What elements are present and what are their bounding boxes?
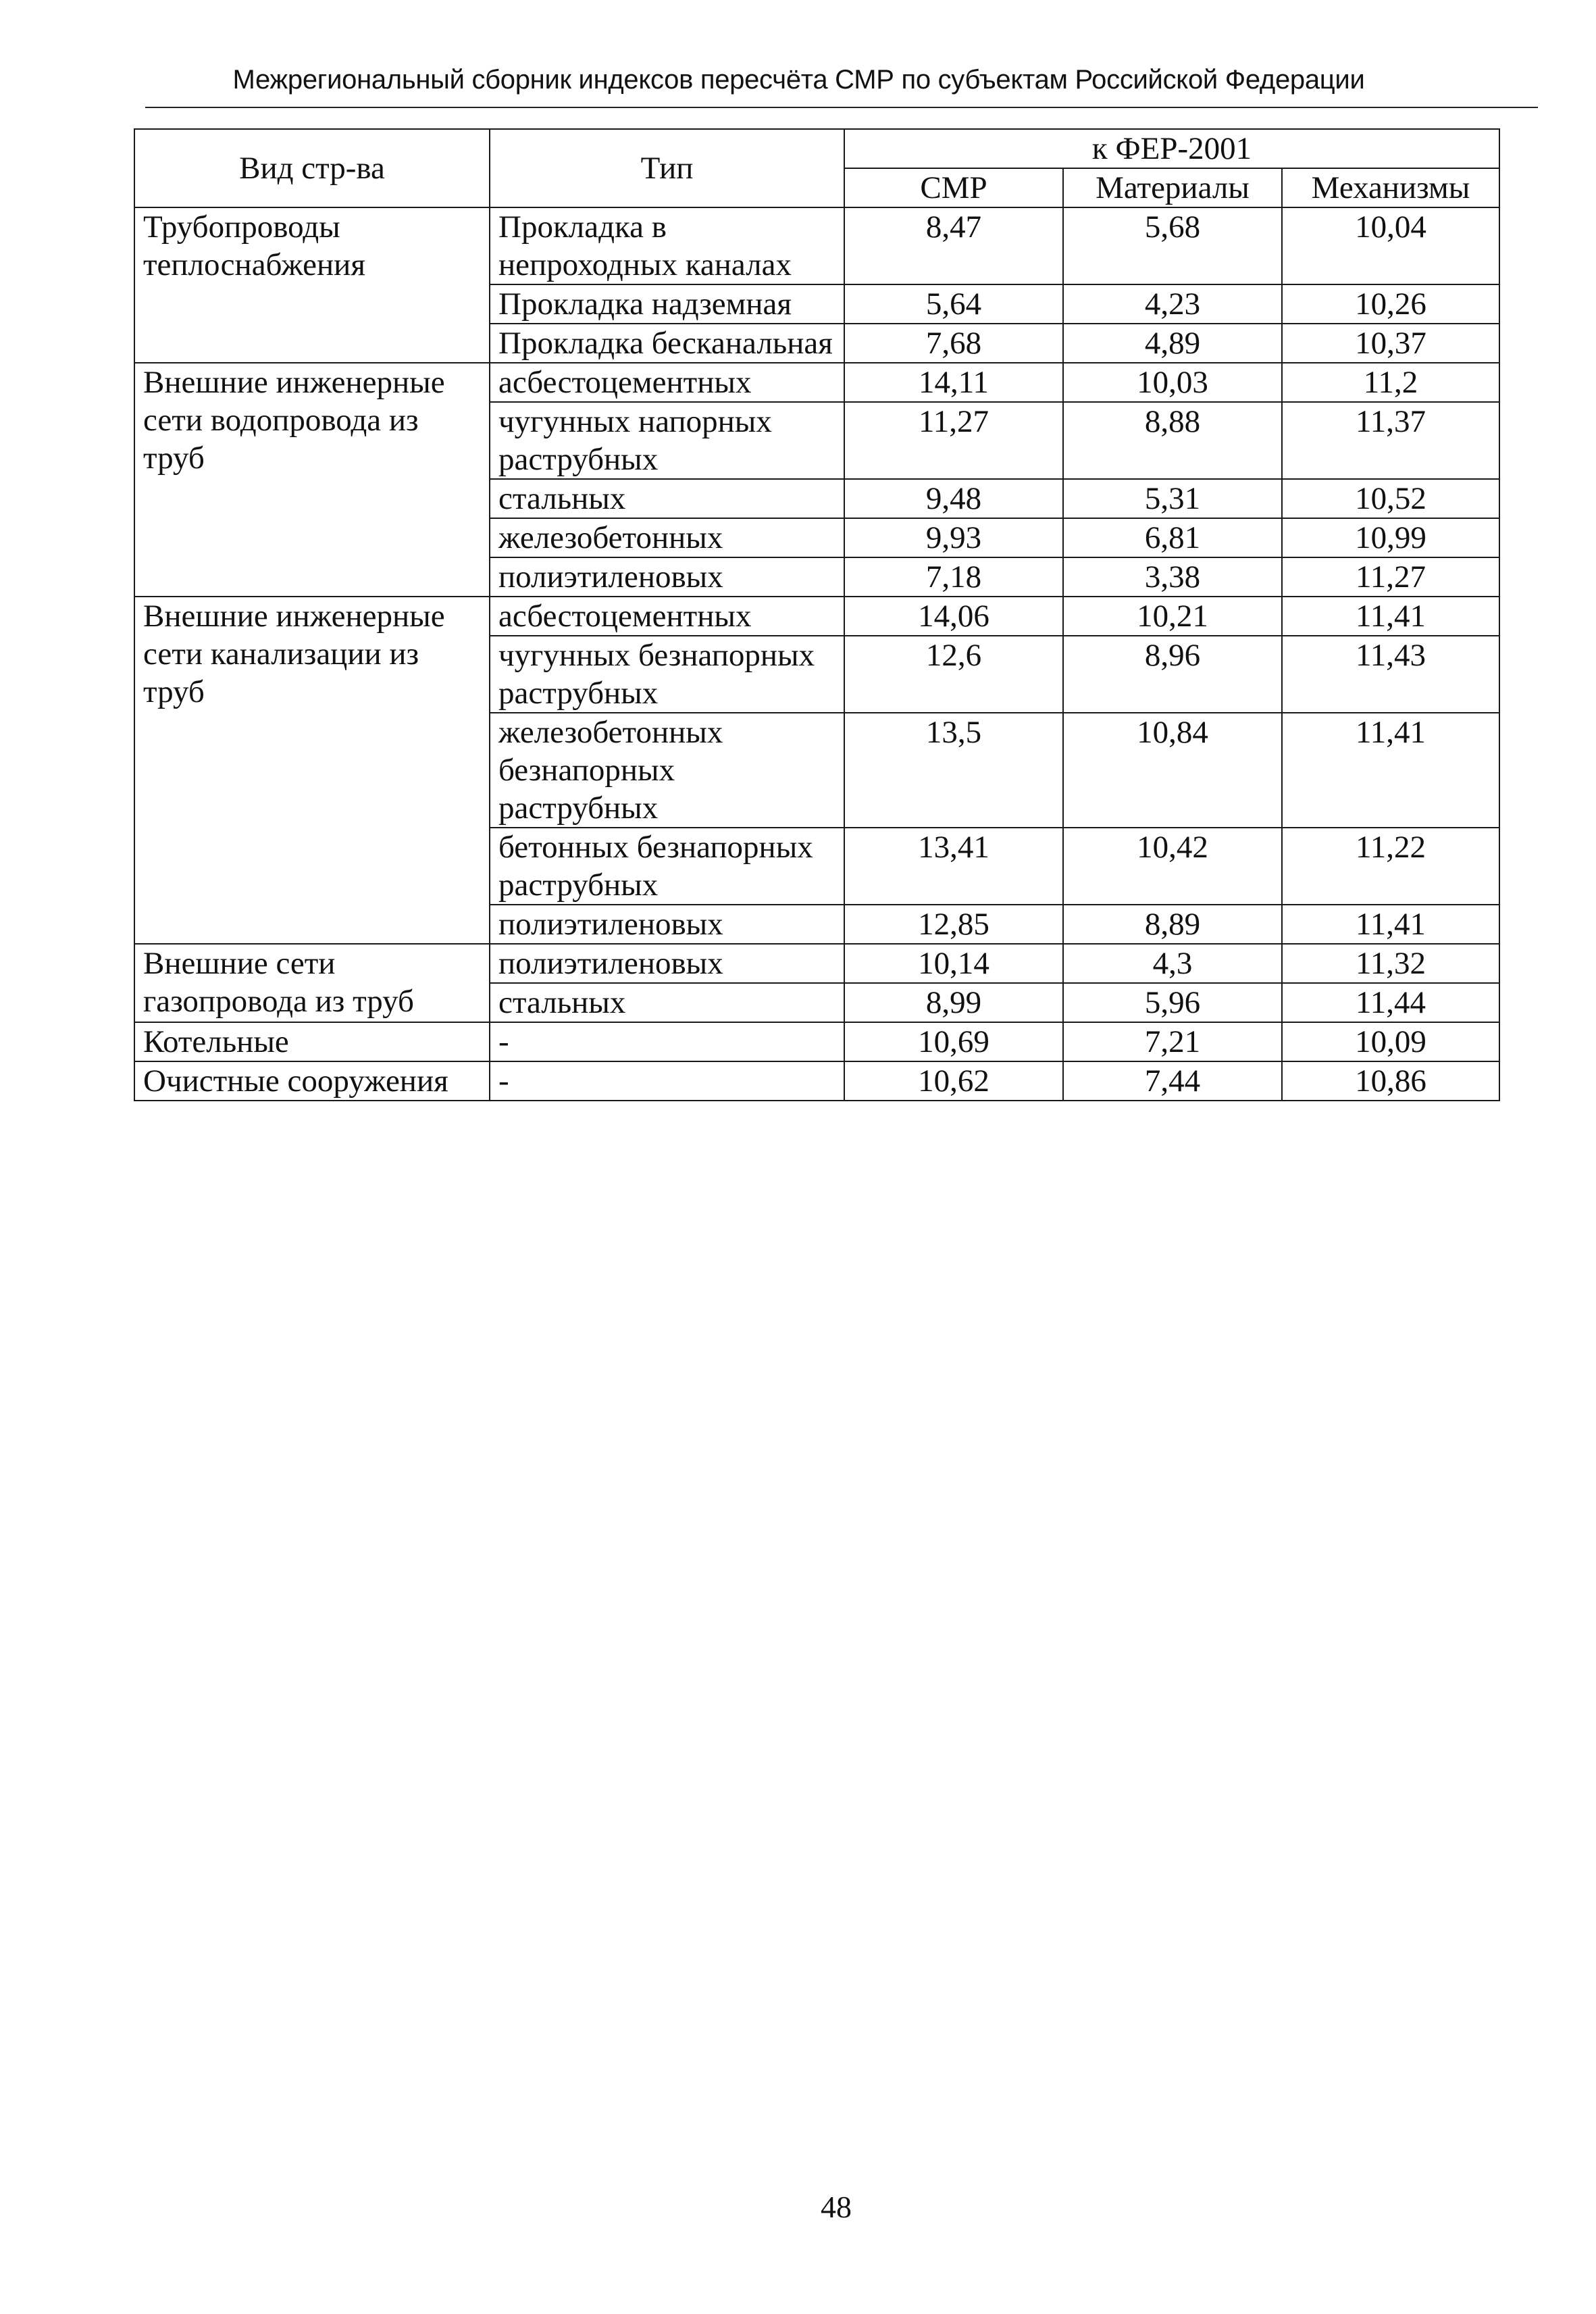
row-type: чугунных безнапорных раструбных	[490, 636, 844, 713]
table-row	[134, 597, 1499, 636]
column-header-kind: Вид стр-ва	[134, 129, 490, 207]
row-type: Прокладка бесканальная	[490, 324, 844, 363]
cell-materials: 5,31	[1063, 479, 1282, 518]
cell-smr: 14,11	[844, 363, 1063, 402]
cell-materials: 8,96	[1063, 636, 1282, 713]
row-type: асбестоцементных	[490, 363, 844, 402]
cell-materials: 10,84	[1063, 713, 1282, 828]
index-table	[134, 128, 1500, 1101]
cell-smr: 5,64	[844, 284, 1063, 324]
cell-machines: 11,27	[1282, 557, 1499, 597]
cell-machines: 10,99	[1282, 518, 1499, 557]
cell-materials: 6,81	[1063, 518, 1282, 557]
cell-materials: 8,89	[1063, 905, 1282, 944]
cell-materials: 4,23	[1063, 284, 1282, 324]
row-type: бетонных безнапорных раструбных	[490, 828, 844, 905]
table-row	[134, 363, 1499, 402]
cell-machines: 10,26	[1282, 284, 1499, 324]
cell-smr: 9,48	[844, 479, 1063, 518]
cell-machines: 11,41	[1282, 713, 1499, 828]
cell-materials: 5,68	[1063, 207, 1282, 284]
cell-materials: 8,88	[1063, 402, 1282, 479]
cell-machines: 10,04	[1282, 207, 1499, 284]
column-header-type: Тип	[490, 129, 844, 207]
cell-smr: 13,41	[844, 828, 1063, 905]
row-group-label: Трубопроводы теплоснабжения	[134, 207, 490, 363]
cell-materials: 4,3	[1063, 944, 1282, 983]
cell-machines: 11,22	[1282, 828, 1499, 905]
row-group-label: Котельные	[134, 1022, 490, 1061]
cell-machines: 10,52	[1282, 479, 1499, 518]
row-type: Прокладка надземная	[490, 284, 844, 324]
cell-materials: 10,21	[1063, 597, 1282, 636]
cell-smr: 8,99	[844, 983, 1063, 1022]
row-group-label: Очистные сооружения	[134, 1061, 490, 1101]
cell-smr: 13,5	[844, 713, 1063, 828]
table-row	[134, 1022, 1499, 1061]
cell-smr: 12,6	[844, 636, 1063, 713]
column-header-materials: Материалы	[1063, 168, 1282, 207]
cell-smr: 11,27	[844, 402, 1063, 479]
row-type: стальных	[490, 983, 844, 1022]
cell-smr: 12,85	[844, 905, 1063, 944]
row-group-label: Внешние инженерные сети водопровода из труб	[134, 363, 490, 597]
running-header: Межрегиональный сборник индексов пересчёта СМР по субъектам Российской Федерации	[232, 65, 1365, 95]
row-type: железобетонных	[490, 518, 844, 557]
cell-machines: 11,41	[1282, 905, 1499, 944]
cell-machines: 10,86	[1282, 1061, 1499, 1101]
cell-smr: 14,06	[844, 597, 1063, 636]
row-group-label: Внешние сети газопровода из труб	[134, 944, 490, 1022]
table-header-row-1	[134, 129, 1499, 168]
cell-smr: 10,69	[844, 1022, 1063, 1061]
table-row	[134, 1061, 1499, 1101]
cell-materials: 5,96	[1063, 983, 1282, 1022]
row-type: асбестоцементных	[490, 597, 844, 636]
cell-materials: 10,03	[1063, 363, 1282, 402]
row-type: полиэтиленовых	[490, 905, 844, 944]
page-number: 48	[821, 2190, 852, 2224]
cell-machines: 11,2	[1282, 363, 1499, 402]
row-type: железобетонных безнапорных раструбных	[490, 713, 844, 828]
row-type: полиэтиленовых	[490, 557, 844, 597]
cell-machines: 11,37	[1282, 402, 1499, 479]
cell-machines: 11,44	[1282, 983, 1499, 1022]
column-header-machines: Механизмы	[1282, 168, 1499, 207]
cell-smr: 10,14	[844, 944, 1063, 983]
cell-materials: 7,44	[1063, 1061, 1282, 1101]
cell-smr: 8,47	[844, 207, 1063, 284]
table-row	[134, 944, 1499, 983]
row-type: -	[490, 1022, 844, 1061]
row-type: чугунных напорных раструбных	[490, 402, 844, 479]
cell-materials: 3,38	[1063, 557, 1282, 597]
row-type: -	[490, 1061, 844, 1101]
row-group-label: Внешние инженерные сети канализации из труб	[134, 597, 490, 944]
cell-smr: 10,62	[844, 1061, 1063, 1101]
cell-machines: 10,09	[1282, 1022, 1499, 1061]
row-type: стальных	[490, 479, 844, 518]
cell-machines: 11,43	[1282, 636, 1499, 713]
row-type: полиэтиленовых	[490, 944, 844, 983]
cell-machines: 11,41	[1282, 597, 1499, 636]
cell-machines: 11,32	[1282, 944, 1499, 983]
cell-smr: 7,68	[844, 324, 1063, 363]
row-type: Прокладка в непроходных каналах	[490, 207, 844, 284]
header-rule	[145, 107, 1538, 108]
cell-smr: 7,18	[844, 557, 1063, 597]
column-header-smr: СМР	[844, 168, 1063, 207]
cell-machines: 10,37	[1282, 324, 1499, 363]
column-group-header: к ФЕР-2001	[844, 129, 1499, 168]
cell-materials: 4,89	[1063, 324, 1282, 363]
cell-materials: 10,42	[1063, 828, 1282, 905]
table-row	[134, 207, 1499, 284]
cell-smr: 9,93	[844, 518, 1063, 557]
cell-materials: 7,21	[1063, 1022, 1282, 1061]
